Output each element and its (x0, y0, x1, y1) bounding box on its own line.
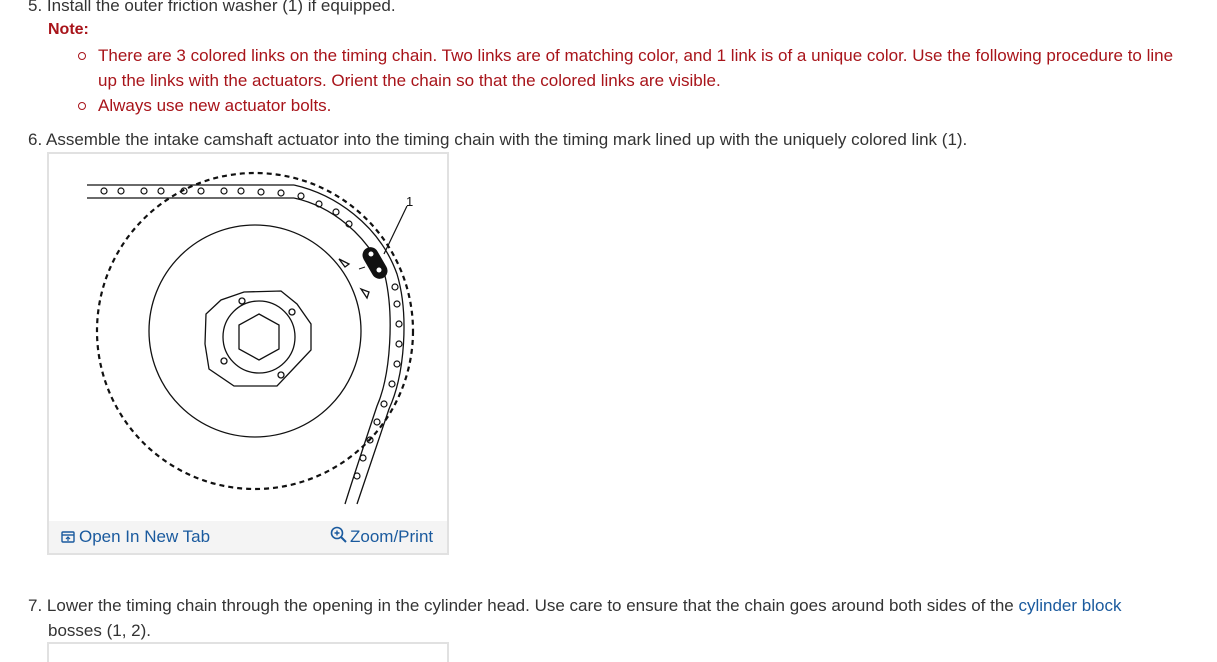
note-title: Note: (48, 21, 89, 38)
note-item-1-line-2: up the links with the actuators. Orient the chain so that the colored links are visible. (98, 71, 721, 90)
note-item-2: Always use new actuator bolts. (98, 96, 332, 115)
timing-chain-diagram (49, 154, 447, 520)
note-item-1-line-1: There are 3 colored links on the timing chain. Two links are of matching color, and 1 link is of a unique color. Use the following procedure to line (98, 46, 1174, 65)
next-figure-container (47, 642, 449, 662)
step-number: 7. (28, 596, 43, 615)
step-5 (28, 0, 396, 18)
step-text: Lower the timing chain through the opening in the cylinder head. Use care to ensure that the chain goes around both sides of the (46, 596, 1019, 615)
open-external-icon (61, 531, 75, 543)
open-in-new-tab-label: Open In New Tab (79, 527, 211, 546)
figure-container (47, 152, 449, 555)
zoom-print-label: Zoom/Print (350, 527, 434, 546)
bullet-icon (78, 52, 86, 60)
step-6 (28, 127, 967, 152)
callout-label: 1 (406, 194, 414, 209)
step-text: Install the outer friction washer (1) if equipped. (46, 0, 396, 15)
step-7-line-2: bosses (1, 2). (48, 621, 151, 640)
cylinder-block-link[interactable]: cylinder block (1018, 596, 1122, 615)
bullet-icon (78, 102, 86, 110)
step-text: Assemble the intake camshaft actuator into the timing chain with the timing mark lined up with the uniquely colored link (1). (45, 130, 968, 149)
figure-toolbar (49, 521, 447, 553)
open-in-new-tab-button[interactable] (61, 526, 210, 548)
zoom-in-icon (330, 526, 348, 544)
zoom-print-button[interactable] (330, 526, 433, 548)
step-7 (28, 593, 1121, 618)
step-number: 6. (28, 130, 43, 149)
step-number: 5. (28, 0, 43, 15)
